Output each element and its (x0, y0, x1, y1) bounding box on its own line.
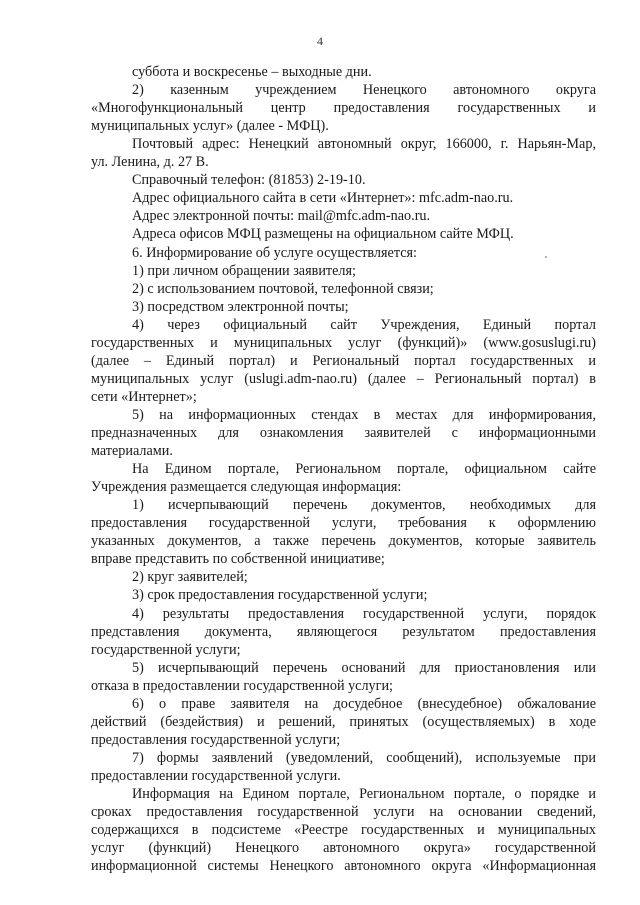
text-line: «Многофункциональный центр предоставления государственных и (91, 100, 596, 117)
text-line: предназначенных для ознакомления заявителей с информационными (91, 425, 596, 441)
text-line: 2) круг заявителей; (132, 569, 248, 586)
text-line: 3) срок предоставления государственной услуги; (132, 587, 428, 604)
page-number: 4 (317, 34, 323, 48)
text-line: 4) через официальный сайт Учреждения, Единый портал (132, 316, 596, 333)
text-line: Почтовый адрес: Ненецкий автономный округ, 166000, г. Нарьян-Мар, (132, 136, 596, 153)
text-line: Учреждения размещается следующая информация: (91, 479, 402, 496)
text-line: представления документа, являющегося результатом предоставления (91, 623, 596, 640)
text-line: 2) с использованием почтовой, телефонной связи; (132, 280, 434, 297)
text-line: Адреса офисов МФЦ размещены на официальном сайте МФЦ. (132, 226, 514, 243)
text-line: 5) исчерпывающий перечень оснований для приостановления или (132, 659, 596, 676)
text-line: 3) посредством электронной почты; (132, 298, 349, 315)
text-line: отказа в предоставлении государственной услуги; (91, 677, 393, 694)
scan-speck (545, 256, 547, 258)
text-line: 6. Информирование об услуге осуществляется: (132, 244, 417, 261)
text-line: ул. Ленина, д. 27 В. (91, 154, 209, 171)
text-line: вправе представить по собственной инициативе; (91, 551, 385, 568)
text-line: предоставления государственной услуги; (91, 731, 341, 748)
text-line: государственных и муниципальных услуг (функций)» (www.gosuslugi.ru) (91, 334, 596, 351)
text-line: Адрес электронной почты: mail@mfc.adm-nao.ru. (132, 208, 431, 225)
text-line: указанных документов, а также перечень документов, которые заявитель (91, 533, 596, 550)
text-line: Справочный телефон: (81853) 2-19-10. (132, 172, 366, 189)
text-line: 1) при личном обращении заявителя; (132, 262, 356, 279)
text-line: предоставлении государственной услуги. (91, 767, 341, 784)
text-line: суббота и воскресенье – выходные дни. (132, 64, 372, 80)
text-line: действий (бездействия) и решений, принятых (осуществляемых) в ходе (91, 713, 596, 730)
text-line: 1) исчерпывающий перечень документов, необходимых для (132, 497, 596, 514)
text-line: Адрес официального сайта в сети «Интернет»: mfc.adm-nao.ru. (132, 190, 514, 207)
text-line: муниципальных услуг» (далее - МФЦ). (91, 118, 329, 135)
text-line: 5) на информационных стендах в местах для информирования, (132, 406, 596, 423)
text-line: сети «Интернет»; (91, 388, 197, 405)
text-line: муниципальных услуг (uslugi.adm-nao.ru) (далее – Региональный портал) в (91, 370, 596, 387)
text-line: На Едином портале, Региональном портале, официальном сайте (132, 461, 596, 478)
text-line: услуг (функций) Ненецкого автономного округа» государственной (91, 840, 596, 857)
text-line: (далее – Единый портал) и Региональный портал государственных и (91, 352, 596, 369)
text-line: Информация на Едином портале, Региональном портале, о порядке и (132, 786, 596, 802)
text-line: 4) результаты предоставления государственной услуги, порядок (132, 605, 596, 622)
text-line: материалами. (91, 443, 173, 460)
text-line: 6) о праве заявителя на досудебное (внесудебное) обжалование (132, 695, 596, 712)
text-line: предоставления государственной услуги, требования к оформлению (91, 515, 596, 532)
text-line: содержащихся в подсистеме «Реестре государственных и муниципальных (91, 822, 596, 839)
text-line: информационной системы Ненецкого автономного округа «Информационная (91, 858, 596, 875)
text-line: государственной услуги; (91, 641, 241, 658)
text-line: 2) казенным учреждением Ненецкого автономного округа (132, 82, 596, 99)
text-line: сроках предоставления государственной услуги на основании сведений, (91, 804, 596, 821)
text-line: 7) формы заявлений (уведомлений, сообщений), используемые при (132, 749, 596, 766)
